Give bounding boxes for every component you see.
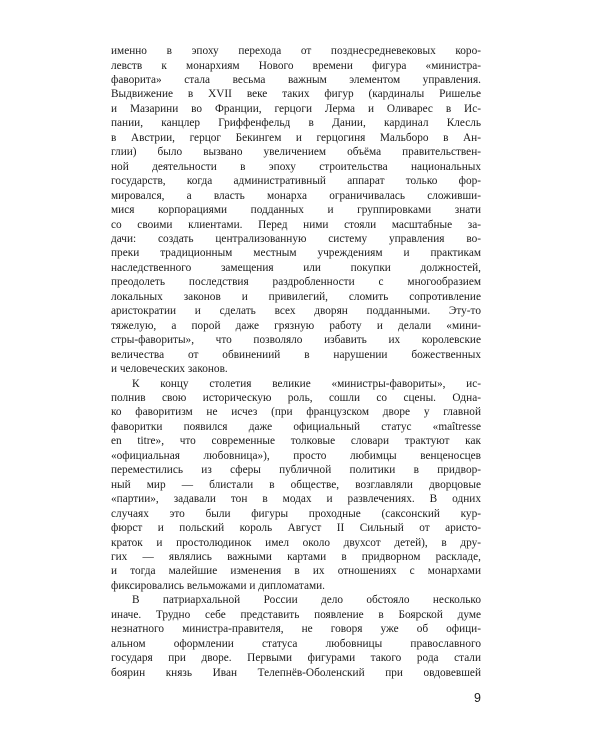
text-line: наследственного замещения или покупки должностей,: [111, 261, 481, 274]
text-line: краток и простолюдинок имел около двухсот детей), в дру-: [111, 536, 481, 549]
text-line: пании, канцлер Гриффенфельд в Дании, кардинал Клесль: [111, 117, 481, 130]
text-line: фаворитки появился даже официальный статус «maîtresse: [111, 420, 481, 433]
text-line: тяжелую, а порой даже грязную работу и делали «мини-: [111, 319, 481, 332]
paragraph-first-line: К концу столетия великие «министры-фавориты», ис-: [132, 377, 481, 390]
text-line: альном оформлении статуса любовницы православного: [111, 637, 481, 650]
text-line: величества от обвинениий в нарушении божественных: [111, 348, 481, 361]
paragraph-first-line: В патриархальной России дело обстояло несколько: [132, 594, 481, 607]
text-line: фюрст и польский король Август II Сильный от аристо-: [111, 522, 481, 534]
text-line: и Мазарини во Франции, герцоги Лерма и Оливарес в Ис-: [111, 102, 481, 115]
text-line: преки традиционным местным учреждениям и практикам: [111, 247, 481, 260]
text-line: иначе. Трудно себе представить появление в Боярской думе: [111, 608, 481, 621]
text-line: и тогда малейшие изменения в их отношениях с монархами: [111, 565, 481, 578]
text-line: стры-фавориты», что позволяло избавить их королевские: [111, 334, 481, 347]
text-line: «официальная любовница»), просто любимцы венценосцев: [111, 449, 481, 462]
text-line: ной деятельности в эпоху строительства национальных: [111, 160, 481, 173]
text-line: дачи: создать централизованную систему управления во-: [111, 232, 481, 245]
page-number: 9: [474, 691, 481, 705]
text-line: государя при дворе. Первыми фигурами такого рода стали: [111, 652, 481, 665]
text-line: Выдвижение в XVII веке таких фигур (кардиналы Ришелье: [111, 88, 481, 101]
text-line: мися корпорациями подданных и группировками знати: [111, 204, 481, 216]
text-line: полнив свою историческую роль, сошли со сцены. Одна-: [111, 391, 481, 404]
text-line: в Австрии, герцог Бекингем и герцогиня Мальборо в Ан-: [111, 131, 481, 144]
text-line: мировался, а власть монарха ограничивалась сложивши-: [111, 189, 481, 202]
text-line: случаях это были фигуры проходные (саксонский кур-: [111, 507, 481, 520]
text-line: левств к монархиям Нового времени фигура «министра-: [111, 59, 481, 72]
text-line: глии) было вызвано увеличением объёма правительствен-: [111, 146, 481, 159]
text-line: со своими клиентами. Перед ними стояли масштабные за-: [111, 218, 481, 231]
text-line: именно в эпоху перехода от позднесредневековых коро-: [111, 45, 481, 57]
text-line: ко фаворитизм не исчез (при французском дворе у главной: [111, 406, 481, 419]
text-line: ный мир — блистали в обществе, возглавляли дворцовые: [111, 478, 481, 491]
text-line: локальных законов и привилегий, сломить сопротивление: [111, 290, 481, 303]
text-line: аристократии и сделать всех дворян подданными. Эту-то: [111, 305, 481, 318]
text-line: фиксировались вельможами и дипломатами.: [111, 579, 326, 592]
text-line: боярин князь Иван Телепнёв-Оболенский при овдовевшей: [111, 666, 481, 679]
text-line: фаворита» стала весьма важным элементом управления.: [111, 73, 481, 86]
text-line: переместились из сферы публичной политики в придвор-: [111, 464, 481, 477]
text-line: гих — являлись важными картами в придворном раскладе,: [111, 550, 481, 563]
text-line: и человеческих законов.: [111, 363, 228, 375]
text-line: «партии», задавали тон в модах и развлечениях. В одних: [111, 493, 481, 506]
text-line: незнатного министра-правителя, не говоря уже об офици-: [111, 623, 481, 636]
text-line: государств, когда административный аппарат только фор-: [111, 175, 481, 188]
text-line: en titre», что современные толковые словари трактуют как: [111, 435, 481, 448]
text-line: преодолеть последствия раздробленности с многообразием: [111, 276, 481, 289]
